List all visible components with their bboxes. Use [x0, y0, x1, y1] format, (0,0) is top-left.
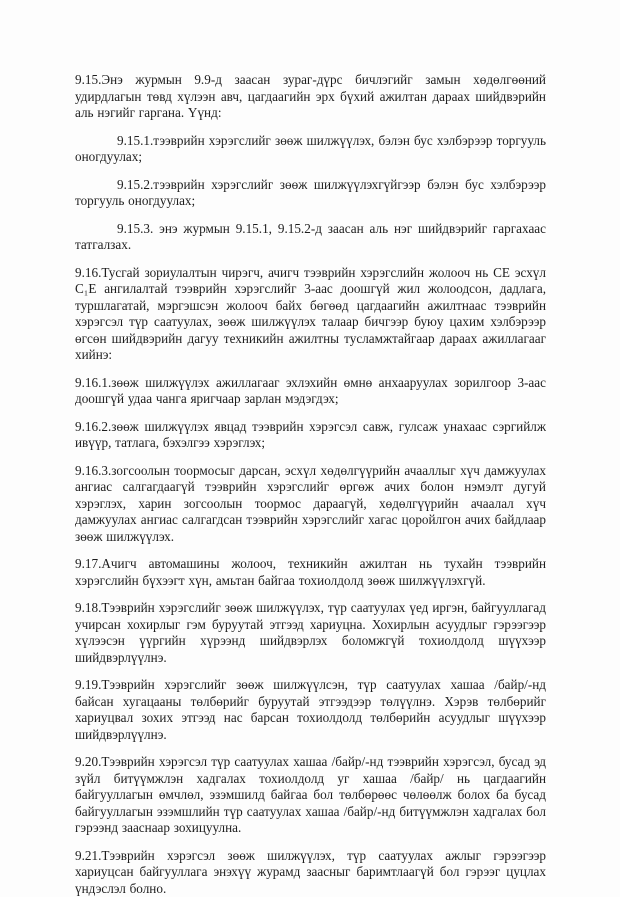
paragraph-9-15-1: 9.15.1.тээврийн хэрэгслийг зөөж шилжүүлэх, бэлэн бус хэлбэрээр торгууль оногдуулах;: [75, 133, 546, 166]
paragraph-9-16-3: 9.16.3.зогсоолын тоормосыг дарсан, эсхүл хөдөлгүүрийн ачааллыг хүч дамжуулах ангиас салгагдаагүй тээврийн хэрэгслийг өргөж ачих болон нэмэлт дугуй хэрэглэх, харин зогсоолын тоормос дараагүй, хөдөлгүүрийн ачаалал хүч дамжуулах ангиас салгагдсан тээврийн хэрэгслийг хагас цоройлгон ачих байдлаар зөөж шилжүүлэх.: [75, 463, 546, 546]
paragraph-9-19: 9.19.Тээврийн хэрэгслийг зөөж шилжүүлсэн, түр саатуулах хашаа /байр/-нд байсан хугацааны төлбөрийг буруутай этгээдээр төлүүлнэ. Хэрэв төлбөрийг хариуцвал зохих этгээд нас барсан тохиолдолд төлбөрийн асуудлыг шүүхээр шийдвэрлүүлнэ.: [75, 677, 546, 743]
paragraph-9-21: 9.21.Тээврийн хэрэгсэл зөөж шилжүүлэх, түр саатуулах ажлыг гэрээгээр хариуцсан байгууллага энэхүү журамд заасныг баримтлаагүй бол гэрээг цуцлах үндэслэл болно.: [75, 848, 546, 897]
paragraph-9-18: 9.18.Тээврийн хэрэгслийг зөөж шилжүүлэх, түр саатуулах үед иргэн, байгууллагад учирсан хохирлыг гэм буруутай этгээд хариуцна. Хохирлын асуудлыг гэрээгээр хүлээсэн үүргийн хүрээнд шийдвэрлэх боломжгүй тохиолдолд шүүхээр шийдвэрлүүлнэ.: [75, 600, 546, 666]
paragraph-9-15-2: 9.15.2.тээврийн хэрэгслийг зөөж шилжүүлэхгүйгээр бэлэн бус хэлбэрээр торгууль оногдуулах;: [75, 177, 546, 210]
paragraph-9-16: 9.16.Тусгай зориулалтын чирэгч, ачигч тээврийн хэрэгслийн жолооч нь CE эсхүл C₁E ангилалтай тээврийн хэрэгслийг 3-аас доошгүй жил жолоодсон, дадлага, туршлагатай, мэргэшсэн жолооч байх бөгөөд цагдаагийн ажилтнаас тээврийн хэрэгсэл түр саатуулах, зөөж шилжүүлэх талаар бичгээр буюу цахим хэлбэрээр өгсөн шийдвэрийн дагуу техникийн ажилтны тусламжтайгаар дараах ажиллагааг хийнэ:: [75, 265, 546, 364]
paragraph-9-17: 9.17.Ачигч автомашины жолооч, техникийн ажилтан нь тухайн тээврийн хэрэгслийн бүхээгт хүн, амьтан байгаа тохиолдолд зөөж шилжүүлэхгүй.: [75, 556, 546, 589]
paragraph-9-20: 9.20.Тээврийн хэрэгсэл түр саатуулах хашаа /байр/-нд тээврийн хэрэгсэл, бусад эд зүйл битүүмжлэн хадгалах тохиолдолд уг хашаа /байр/ нь цагдаагийн байгууллагын өмчлөл, эзэмшилд байгаа бол төлбөрөөс чөлөөлж болох ба бусад байгууллагын эзэмшлийн түр саатуулах хашаа /байр/-нд битүүмжлэн хадгалах бол гэрээнд зааснаар зохицуулна.: [75, 754, 546, 837]
paragraph-9-16-1: 9.16.1.зөөж шилжүүлэх ажиллагааг эхлэхийн өмнө анхааруулах зорилгоор 3-аас доошгүй удаа чанга яригчаар зарлан мэдэгдэх;: [75, 375, 546, 408]
paragraph-9-15-3: 9.15.3. энэ журмын 9.15.1, 9.15.2-д заасан аль нэг шийдвэрийг гаргахаас татгалзах.: [75, 221, 546, 254]
paragraph-9-16-2: 9.16.2.зөөж шилжүүлэх явцад тээврийн хэрэгсэл савж, гулсаж унахаас сэргийлж ивүүр, татлага, бэхэлгээ хэрэглэх;: [75, 419, 546, 452]
paragraph-9-15: 9.15.Энэ журмын 9.9-д заасан зураг-дүрс бичлэгийг замын хөдөлгөөний удирдлагын төвд хүлээн авч, цагдаагийн эрх бүхий ажилтан дараах шийдвэрийн аль нэгийг гаргана. Үүнд:: [75, 72, 546, 122]
